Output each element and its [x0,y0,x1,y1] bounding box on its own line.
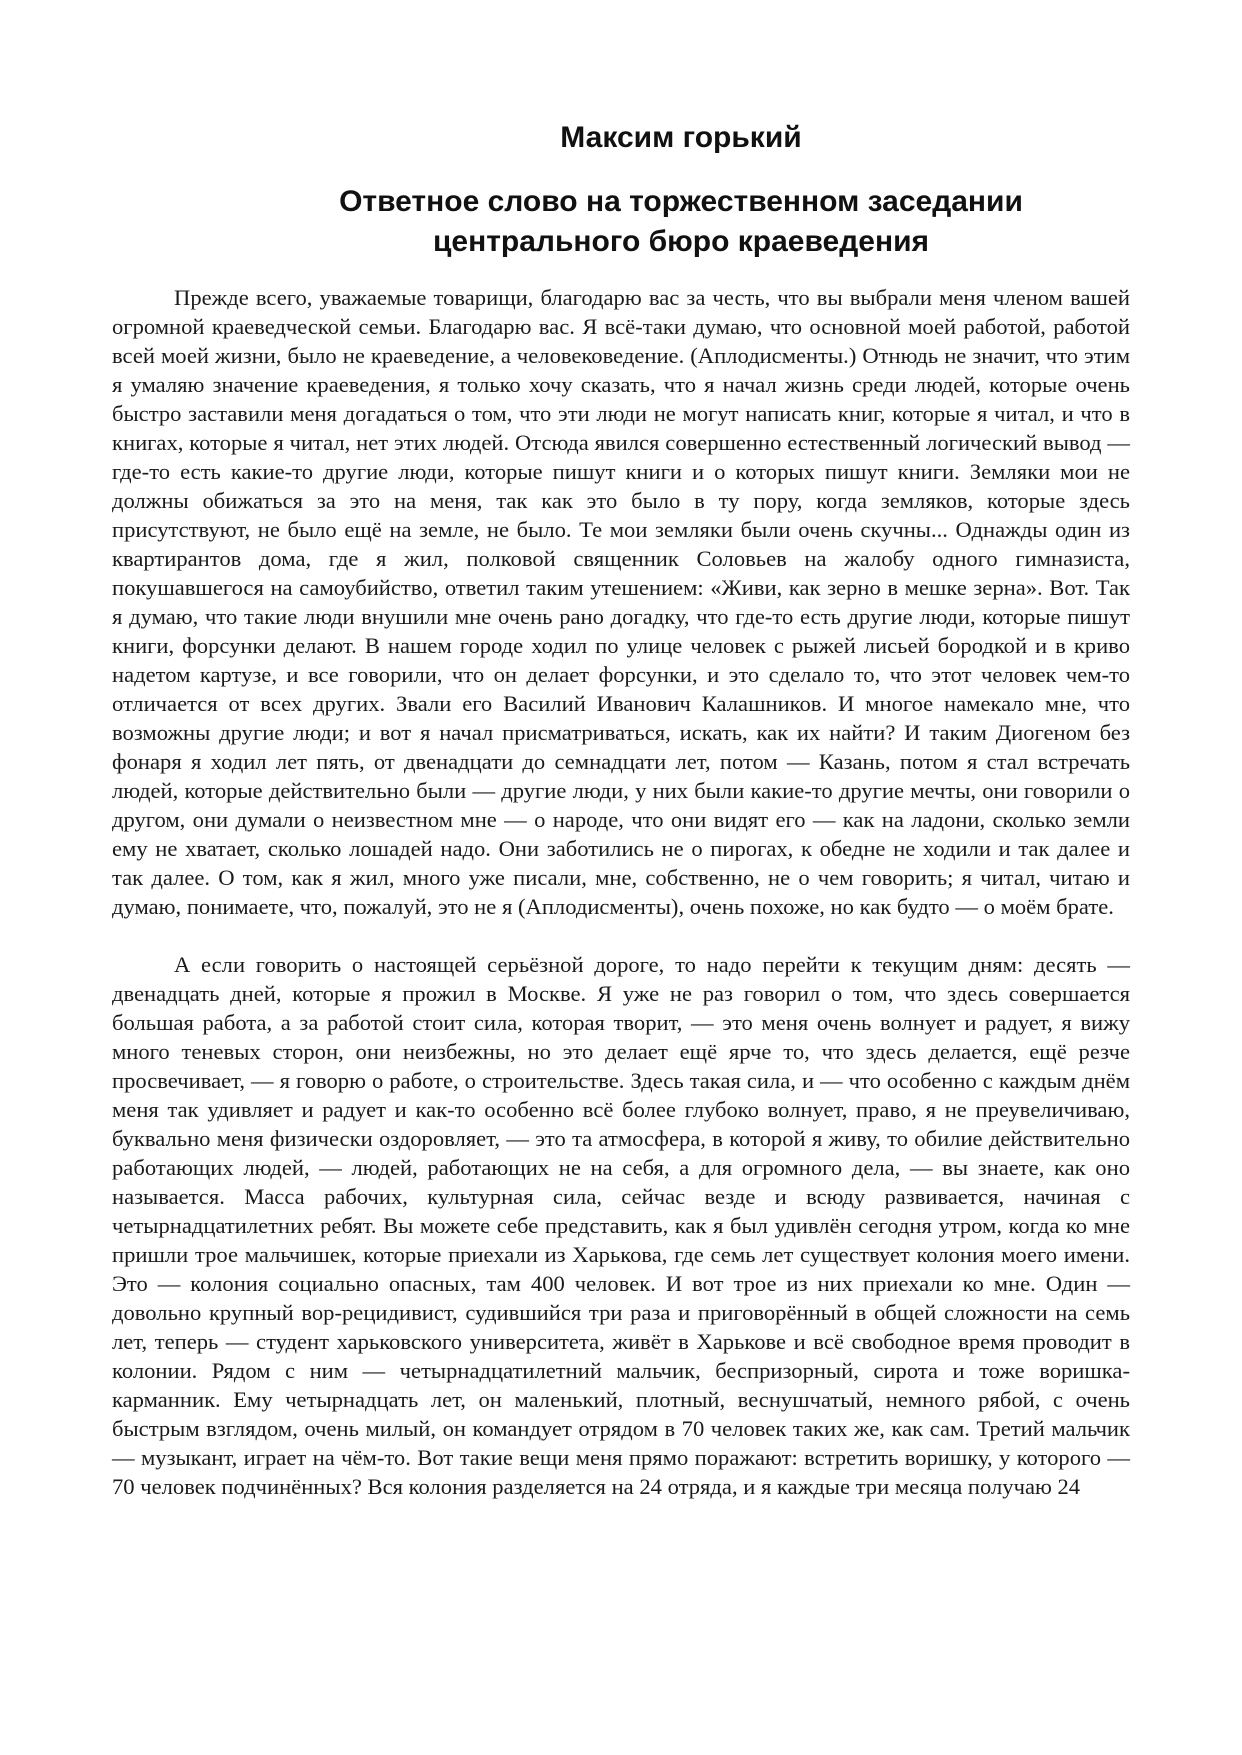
title-line-1: Ответное слово на торжественном заседании [339,185,1023,218]
document-body [112,283,1130,1501]
author-heading: Максим горький [560,121,802,154]
document-title [150,182,1212,262]
title-line-2: центрального бюро краеведения [432,225,930,258]
paragraph-1: Прежде всего, уважаемые товарищи, благодарю вас за честь, что вы выбрали меня членом вашей огромной краеведческой семьи. Благодарю вас. Я всё-таки думаю, что основной моей работой, работой всей моей жизни, было не краеведение, а человековедение. (Аплодисменты.) Отнюдь не значит, что этим я умаляю значение краеведения, я только хочу сказать, что я начал жизнь среди людей, которые очень быстро заставили меня догадаться о том, что эти люди не могут написать книг, которые я читал, и что в книгах, которые я читал, нет этих людей. Отсюда явился совершенно естественный логический вывод — где-то есть какие-то другие люди, которые пишут книги и о которых пишут книги. Земляки мои не должны обижаться за это на меня, так как это было в ту пору, когда земляков, которые здесь присутствуют, не было ещё на земле, не было. Те мои земляки были очень скучны... Однажды один из квартирантов дома, где я жил, полковой священник Соловьев на жалобу одного гимназиста, покушавшегося на самоубийство, ответил таким утешением: «Живи, как зерно в мешке зерна». Вот. Так я думаю, что такие люди внушили мне очень рано догадку, что где-то есть другие люди, которые пишут книги, форсунки делают. В нашем городе ходил по улице человек с рыжей лисьей бородкой и в криво надетом картузе, и все говорили, что он делает форсунки, и это сделало то, что этот человек чем-то отличается от всех других. Звали его Василий Иванович Калашников. И многое намекало мне, что возможны другие люди; и вот я начал присматриваться, искать, как их найти? И таким Диогеном без фонаря я ходил лет пять, от двенадцати до семнадцати лет, потом — Казань, потом я стал встречать людей, которые действительно были — другие люди, у них были какие-то другие мечты, они говорили о другом, они думали о неизвестном мне — о народе, что они видят его — как на ладони, сколько земли ему не хватает, сколько лошадей надо. Они заботились не о пирогах, к обедне не ходили и так далее и так далее. О том, как я жил, много уже писали, мне, собственно, не о чем говорить; я читал, читаю и думаю, понимаете, что, пожалуй, это не я (Аплодисменты), очень похоже, но как будто — о моём брате. [112,285,1130,919]
paragraph-2: А если говорить о настоящей серьёзной дороге, то надо перейти к текущим дням: десять — двенадцать дней, которые я прожил в Москве. Я уже не раз говорил о том, что здесь совершается большая работа, а за работой стоит сила, которая творит, — это меня очень волнует и радует, я вижу много теневых сторон, они неизбежны, но это делает ещё ярче то, что здесь делается, ещё резче просвечивает, — я говорю о работе, о строительстве. Здесь такая сила, и — что особенно с каждым днём меня так удивляет и радует и как-то особенно всё более глубоко волнует, право, я не преувеличиваю, буквально меня физически оздоровляет, — это та атмосфера, в которой я живу, то обилие действительно работающих людей, — людей, работающих не на себя, а для огромного дела, — вы знаете, как оно называется. Масса рабочих, культурная сила, сейчас везде и всюду развивается, начиная с четырнадцатилетних ребят. Вы можете себе представить, как я был удивлён сегодня утром, когда ко мне пришли трое мальчишек, которые приехали из Харькова, где семь лет существует колония моего имени. Это — колония социально опасных, там 400 человек. И вот трое из них приехали ко мне. Один — довольно крупный вор-рецидивист, судившийся три раза и приговорённый в общей сложности на семь лет, теперь — студент харьковского университета, живёт в Харькове и всё свободное время проводит в колонии. Рядом с ним — четырнадцатилетний мальчик, беспризорный, сирота и тоже воришка-карманник. Ему четырнадцать лет, он маленький, плотный, веснушчатый, немного рябой, с очень быстрым взглядом, очень милый, он командует отрядом в 70 человек таких же, как сам. Третий мальчик — музыкант, играет на чём-то. Вот такие вещи меня прямо поражают: встретить воришку, у которого — 70 человек подчинённых? Вся колония разделяется на 24 отряда, и я каждые три месяца получаю 24 [112,952,1130,1499]
